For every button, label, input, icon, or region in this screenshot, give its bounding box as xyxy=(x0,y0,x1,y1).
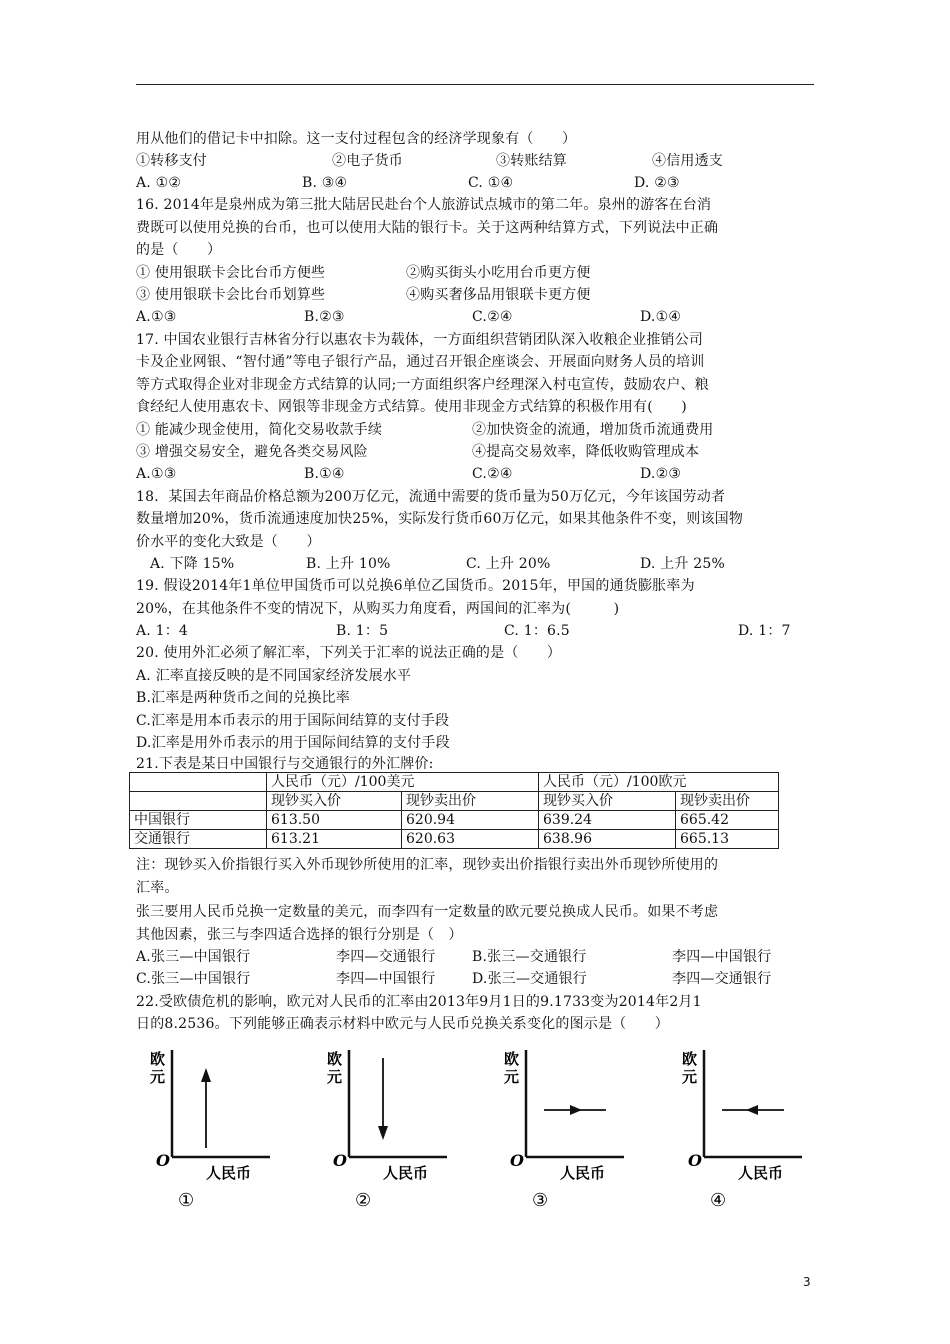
origin-label: O xyxy=(156,1151,170,1170)
q21-ans-c-2: 李四—中国银行 xyxy=(336,971,436,987)
q19-ans-d: D. 1：7 xyxy=(738,623,791,639)
q21-answers-ab xyxy=(136,947,771,967)
q18-line-1: 18．某国去年商品价格总额为200万亿元，流通中需要的货币量为50万亿元，今年该国劳动者 xyxy=(136,489,726,505)
q16-options-34 xyxy=(136,285,591,305)
q21-answers-cd xyxy=(136,969,771,989)
q19-answers xyxy=(136,621,791,641)
origin-label: O xyxy=(688,1151,702,1170)
q20-opt-c: C.汇率是用本币表示的用于国际间结算的支付手段 xyxy=(136,713,450,729)
table-row xyxy=(130,811,779,830)
q20-opt-d: D.汇率是用外币表示的用于国际间结算的支付手段 xyxy=(136,735,450,751)
q16-opt-2: ②购买街头小吃用台币更方便 xyxy=(406,265,591,281)
q22-line-1: 22.受欧债危机的影响，欧元对人民币的汇率由2013年9月1日的9.1733变为2014年2月1 xyxy=(136,994,702,1010)
usd-sell-header: 现钞卖出价 xyxy=(402,792,539,811)
q18-line-2: 数量增加20%，货币流通速度加快25%，实际发行货币60万亿元，如果其他条件不变，则该国物 xyxy=(136,511,744,527)
q17-opt-3: ③ 增强交易安全，避免各类交易风险 xyxy=(136,444,368,460)
eur-sell-value: 665.13 xyxy=(676,830,779,849)
q15-opt-2: ②电子货币 xyxy=(332,153,403,169)
table-empty-cell xyxy=(130,792,267,811)
q17-options-34 xyxy=(136,442,699,462)
q15-ans-b: B. ③④ xyxy=(302,175,348,191)
q18-line-3: 价水平的变化大致是（ ） xyxy=(136,534,321,550)
q17-line-4: 食经纪人使用惠农卡、网银等非现金方式结算。使用非现金方式结算的积极作用有( ) xyxy=(136,399,687,415)
q20-opt-a: A. 汇率直接反映的是不同国家经济发展水平 xyxy=(136,668,412,684)
figure-number: ① xyxy=(178,1190,195,1210)
q16-line-2: 费既可以使用兑换的台币，也可以使用大陆的银行卡。关于这两种结算方式，下列说法中正确 xyxy=(136,220,719,236)
q22-line-2: 日的8.2536。下列能够正确表示材料中欧元与人民币兑换关系变化的图示是（ ） xyxy=(136,1016,669,1032)
bank-name: 交通银行 xyxy=(130,830,267,849)
q17-options-12 xyxy=(136,420,713,440)
table-row xyxy=(130,830,779,849)
q21-ans-b-2: 李四—中国银行 xyxy=(672,949,772,965)
q17-line-1: 17. 中国农业银行吉林省分行以惠农卡为载体，一方面组织营销团队深入收粮企业推销公司 xyxy=(136,332,704,348)
eur-header: 人民币（元）/100欧元 xyxy=(539,773,779,792)
q16-line-1: 16. 2014年是泉州成为第三批大陆居民赴台个人旅游试点城市的第二年。泉州的游客在台消 xyxy=(136,197,712,213)
q17-answers xyxy=(136,464,681,484)
q16-ans-d: D.①④ xyxy=(640,309,682,325)
y-axis-label-2: 元 xyxy=(504,1068,520,1086)
eur-buy-value: 638.96 xyxy=(539,830,676,849)
q19-ans-c: C. 1：6.5 xyxy=(504,623,570,639)
x-axis-label: 人民币 xyxy=(738,1164,784,1182)
page-number: 3 xyxy=(803,1275,811,1289)
usd-sell-value: 620.63 xyxy=(402,830,539,849)
q18-ans-b: B. 上升 10% xyxy=(306,556,391,572)
q17-ans-b: B.①④ xyxy=(304,466,345,482)
exchange-rate-table xyxy=(129,772,779,849)
q16-options-12 xyxy=(136,263,591,283)
bank-name: 中国银行 xyxy=(130,811,267,830)
q21-body-2: 其他因素，张三与李四适合选择的银行分别是（ ） xyxy=(136,927,463,943)
q21-ans-b-1: B.张三—交通银行 xyxy=(472,949,587,965)
q17-line-2: 卡及企业网银、“智付通”等电子银行产品，通过召开银企座谈会、开展面向财务人员的培训 xyxy=(136,354,705,370)
q21-ans-d-2: 李四—交通银行 xyxy=(672,971,772,987)
diagram-svg xyxy=(482,1040,632,1210)
figure-number: ④ xyxy=(710,1190,727,1210)
q21-ans-d-1: D.张三—交通银行 xyxy=(472,971,587,987)
q17-opt-2: ②加快资金的流通，增加货币流通费用 xyxy=(472,422,714,438)
y-axis-label-2: 元 xyxy=(150,1068,166,1086)
q15-answers xyxy=(136,173,680,193)
origin-label: O xyxy=(333,1151,347,1170)
q15-opt-4: ④信用透支 xyxy=(652,153,723,169)
usd-buy-value: 613.50 xyxy=(267,811,402,830)
arrow-head xyxy=(570,1105,582,1115)
usd-sell-value: 620.94 xyxy=(402,811,539,830)
q19-line-1: 19. 假设2014年1单位甲国货币可以兑换6单位乙国货币。2015年，甲国的通货膨胀率为 xyxy=(136,578,695,594)
figure-number: ③ xyxy=(532,1190,549,1210)
table-corner-cell xyxy=(130,773,267,792)
eur-sell-value: 665.42 xyxy=(676,811,779,830)
figure-3 xyxy=(482,1040,632,1210)
q16-answers xyxy=(136,307,681,327)
figure-2 xyxy=(305,1040,455,1210)
q21-ans-a-1: A.张三—中国银行 xyxy=(136,949,251,965)
header-rule xyxy=(136,84,814,85)
q18-ans-c: C. 上升 20% xyxy=(466,556,551,572)
usd-buy-value: 613.21 xyxy=(267,830,402,849)
diagram-svg xyxy=(305,1040,455,1210)
eur-sell-header: 现钞卖出价 xyxy=(676,792,779,811)
q21-ans-c-1: C.张三—中国银行 xyxy=(136,971,251,987)
q21-stem: 21.下表是某日中国银行与交通银行的外汇牌价: xyxy=(136,756,434,772)
diagram-svg xyxy=(128,1040,278,1210)
figure-1 xyxy=(128,1040,278,1210)
y-axis-label-1: 欧 xyxy=(504,1050,520,1068)
q20-opt-b: B.汇率是两种货币之间的兑换比率 xyxy=(136,690,350,706)
arrow-head xyxy=(378,1126,388,1140)
q15-ans-a: A. ①② xyxy=(136,175,182,191)
q19-ans-b: B. 1：5 xyxy=(336,623,389,639)
q16-ans-a: A.①③ xyxy=(136,309,177,325)
q18-ans-a: A. 下降 15% xyxy=(150,556,235,572)
q16-opt-1: ① 使用银联卡会比台币方便些 xyxy=(136,265,326,281)
x-axis-label: 人民币 xyxy=(560,1164,606,1182)
origin-label: O xyxy=(510,1151,524,1170)
q17-ans-c: C.②④ xyxy=(472,466,513,482)
eur-buy-header: 现钞买入价 xyxy=(539,792,676,811)
q16-ans-c: C.②④ xyxy=(472,309,513,325)
q17-opt-4: ④提高交易效率，降低收购管理成本 xyxy=(472,444,700,460)
q19-line-2: 20%，在其他条件不变的情况下，从购买力角度看，两国间的汇率为( ) xyxy=(136,601,620,617)
figure-4 xyxy=(660,1040,810,1210)
q19-ans-a: A. 1：4 xyxy=(136,623,189,639)
q15-ans-c: C. ①④ xyxy=(468,175,514,191)
q16-opt-3: ③ 使用银联卡会比台币划算些 xyxy=(136,287,326,303)
y-axis-label-1: 欧 xyxy=(327,1050,343,1068)
q20-stem: 20. 使用外汇必须了解汇率，下列关于汇率的说法正确的是（ ） xyxy=(136,645,562,661)
x-axis-label: 人民币 xyxy=(383,1164,429,1182)
table-header-row-1 xyxy=(130,773,779,792)
y-axis-label-2: 元 xyxy=(682,1068,698,1086)
x-axis-label: 人民币 xyxy=(206,1164,252,1182)
eur-buy-value: 639.24 xyxy=(539,811,676,830)
usd-buy-header: 现钞买入价 xyxy=(267,792,402,811)
q15-options xyxy=(136,151,723,171)
q17-ans-a: A.①③ xyxy=(136,466,177,482)
arrow-head xyxy=(746,1105,758,1115)
q17-ans-d: D.②③ xyxy=(640,466,682,482)
q18-ans-d: D. 上升 25% xyxy=(640,556,725,572)
q18-answers xyxy=(150,554,725,574)
table-header-row-2 xyxy=(130,792,779,811)
q16-opt-4: ④购买奢侈品用银联卡更方便 xyxy=(406,287,591,303)
q17-opt-1: ① 能减少现金使用，简化交易收款手续 xyxy=(136,422,383,438)
q21-note-2: 汇率。 xyxy=(136,880,179,896)
figure-number: ② xyxy=(355,1190,372,1210)
q15-opt-3: ③转账结算 xyxy=(496,153,567,169)
diagram-svg xyxy=(660,1040,810,1210)
usd-header: 人民币（元）/100美元 xyxy=(267,773,539,792)
q21-ans-a-2: 李四—交通银行 xyxy=(336,949,436,965)
y-axis-label-1: 欧 xyxy=(150,1050,166,1068)
y-axis-label-1: 欧 xyxy=(682,1050,698,1068)
arrow-head xyxy=(201,1068,211,1082)
y-axis-label-2: 元 xyxy=(327,1068,343,1086)
q15-opt-1: ①转移支付 xyxy=(136,153,207,169)
q16-line-3: 的是（ ） xyxy=(136,242,222,258)
q15-ans-d: D. ②③ xyxy=(634,175,680,191)
q16-ans-b: B.②③ xyxy=(304,309,345,325)
q21-body-1: 张三要用人民币兑换一定数量的美元，而李四有一定数量的欧元要兑换成人民币。如果不考虑 xyxy=(136,904,719,920)
q15-stem-end: 用从他们的借记卡中扣除。这一支付过程包含的经济学现象有（ ） xyxy=(136,131,577,147)
q17-line-3: 等方式取得企业对非现金方式结算的认同;一方面组织客户经理深入村屯宣传，鼓励农户、粮 xyxy=(136,377,709,393)
q21-note-1: 注：现钞买入价指银行买入外币现钞所使用的汇率，现钞卖出价指银行卖出外币现钞所使用的 xyxy=(136,857,719,873)
